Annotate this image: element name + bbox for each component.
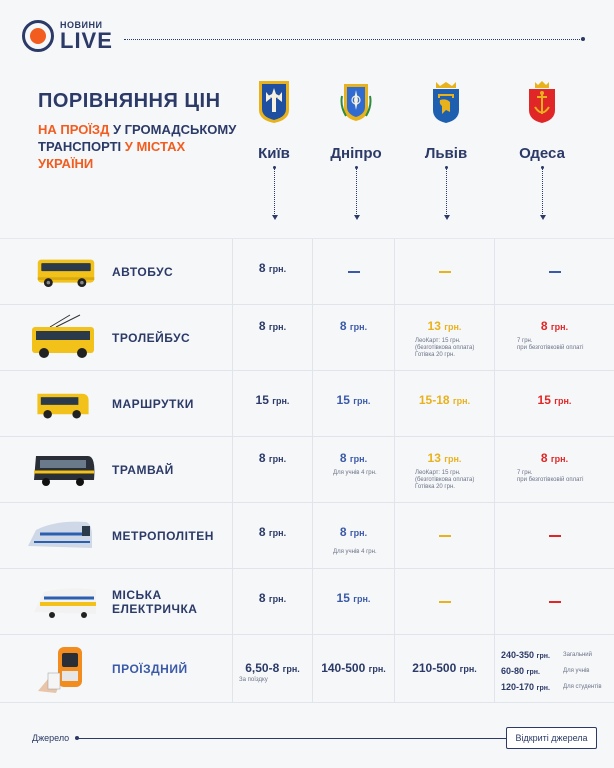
header-divider-dot <box>581 37 585 41</box>
table-row <box>0 370 614 436</box>
dnipro-crest-icon <box>340 80 372 124</box>
odesa-pass-list <box>501 647 602 695</box>
price-kyiv: 8 грн. <box>258 591 287 605</box>
price-dnipro: 8 грн. <box>339 319 368 333</box>
brand-logo[interactable] <box>22 20 113 52</box>
city-name-dnipro: Дніпро <box>330 145 382 162</box>
price-kyiv: 8 грн. <box>258 319 287 333</box>
page-title: ПОРІВНЯННЯ ЦІН <box>38 90 221 112</box>
brand-big-text: LIVE <box>60 27 113 53</box>
table-row <box>0 634 614 702</box>
odesa-crest-icon <box>526 80 558 124</box>
no-service-dash <box>439 535 451 537</box>
city-header-lviv <box>401 80 491 162</box>
price-note: ЛеоКарт: 15 грн. (безготівкова оплата) Готівка 20 грн. <box>415 470 475 490</box>
trolleybus-icon <box>30 313 98 363</box>
pass-label: ПРОЇЗДНИЙ <box>112 661 188 676</box>
price-dnipro: 15 грн. <box>336 393 371 407</box>
header-divider <box>124 39 582 40</box>
logo-circle-icon <box>22 20 54 52</box>
city-header-kyiv <box>229 80 319 162</box>
price-note: Для учнів 4 грн. <box>333 549 377 555</box>
vehicle-name: АВТОБУС <box>112 264 174 279</box>
no-service-dash <box>439 271 451 273</box>
price-kyiv: 15 грн. <box>255 393 290 407</box>
subtitle-accent-2: У МІСТАХ УКРАЇНИ <box>38 139 186 171</box>
city-header-dnipro <box>311 80 401 162</box>
pass-validator-icon <box>32 645 100 695</box>
tram-icon <box>30 450 98 490</box>
price-dnipro: 8 грн. <box>339 525 368 539</box>
source-line <box>76 738 506 739</box>
list-item: 240-350 грн. Загальний <box>501 650 592 660</box>
arrow-down-icon <box>356 168 357 218</box>
price-note: 7 грн. при безготівковій оплаті <box>517 338 584 351</box>
vehicle-name: МЕТРОПОЛІТЕН <box>112 528 214 543</box>
page-subtitle <box>38 121 238 172</box>
no-service-dash <box>549 535 561 537</box>
metro-icon <box>26 516 94 556</box>
kyiv-crest-icon <box>258 80 290 124</box>
subtitle-accent-1: НА ПРОЇЗД <box>38 122 110 137</box>
arrow-down-icon <box>446 168 447 218</box>
city-name-odesa: Одеса <box>519 145 565 162</box>
price-kyiv: 8 грн. <box>258 261 287 275</box>
arrow-down-icon <box>542 168 543 218</box>
price-dnipro: 15 грн. <box>336 591 371 605</box>
footer-divider <box>0 702 614 703</box>
vehicle-name: МІСЬКА ЕЛЕКТРИЧКА <box>112 587 198 616</box>
city-train-icon <box>32 582 100 622</box>
vehicle-name: ТРОЛЕЙБУС <box>112 330 191 345</box>
table-row <box>0 304 614 370</box>
price-dnipro: 140-500 грн. <box>321 661 386 675</box>
headline <box>38 90 238 172</box>
price-odesa: 8 грн. <box>540 451 569 465</box>
price-table <box>0 238 614 702</box>
list-item: 120-170 грн. Для студентів <box>501 682 602 692</box>
price-lviv: 210-500 грн. <box>412 661 477 675</box>
subtitle-middle: У ГРОМАДСЬКОМУ ТРАНСПОРТІ <box>38 122 237 154</box>
price-note: Для учнів 4 грн. <box>333 470 377 476</box>
brand-small-text: НОВИНИ <box>60 19 103 30</box>
city-header-odesa <box>497 80 587 162</box>
price-dnipro: 8 грн. <box>339 451 368 465</box>
price-kyiv: 8 грн. <box>258 525 287 539</box>
minibus-icon <box>34 384 92 424</box>
city-name-lviv: Львів <box>424 145 468 162</box>
city-name-kyiv: Київ <box>258 145 290 162</box>
price-kyiv: 8 грн. <box>258 451 287 465</box>
open-sources-button[interactable]: Відкриті джерела <box>506 727 597 749</box>
price-note: ЛеоКарт: 15 грн. (безготівкова оплата) Готівка 20 грн. <box>415 338 475 358</box>
table-row <box>0 436 614 502</box>
no-service-dash <box>549 601 561 603</box>
price-odesa: 8 грн. <box>540 319 569 333</box>
price-lviv: 13 грн. <box>427 319 462 333</box>
list-item: 60-80 грн. Для учнів <box>501 666 590 676</box>
price-lviv: 15-18 грн. <box>418 393 471 407</box>
price-lviv: 13 грн. <box>427 451 462 465</box>
source-label: Джерело <box>32 733 70 743</box>
bus-icon <box>36 252 96 292</box>
no-service-dash <box>549 271 561 273</box>
no-service-dash <box>348 271 360 273</box>
table-row <box>0 568 614 634</box>
price-odesa: 15 грн. <box>537 393 572 407</box>
price-note: За поїздку <box>239 677 268 683</box>
lviv-crest-icon <box>430 80 462 124</box>
no-service-dash <box>439 601 451 603</box>
vehicle-name: ТРАМВАЙ <box>112 462 174 477</box>
table-row <box>0 238 614 304</box>
vehicle-name: МАРШРУТКИ <box>112 396 194 411</box>
price-note: 7 грн. при безготівковій оплаті <box>517 470 584 483</box>
arrow-down-icon <box>274 168 275 218</box>
price-kyiv: 6,50-8 грн. <box>245 661 300 675</box>
table-row <box>0 502 614 568</box>
